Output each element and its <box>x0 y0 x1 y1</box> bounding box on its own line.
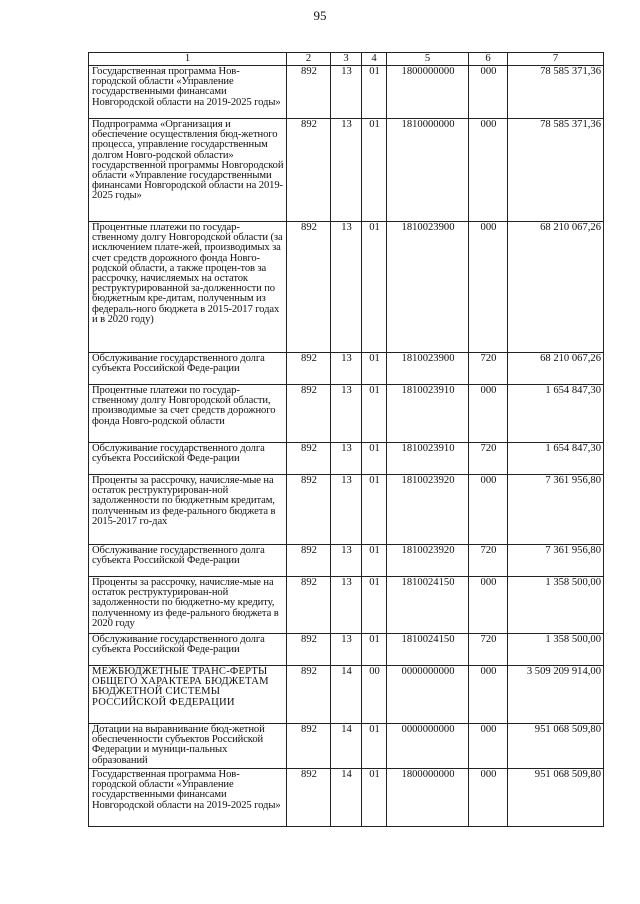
row-code-4-cell: 01 <box>362 385 387 443</box>
row-name-cell: МЕЖБЮДЖЕТНЫЕ ТРАНС-ФЕРТЫ ОБЩЕГО ХАРАКТЕРА БЮДЖЕТАМ БЮДЖЕТНОЙ СИСТЕМЫ РОССИЙСКОЙ ФЕДЕРАЦИИ <box>89 666 287 724</box>
row-code-6-cell: 720 <box>469 353 508 385</box>
table-row <box>89 475 604 545</box>
table-row <box>89 66 604 119</box>
table-row <box>89 119 604 222</box>
header-col-3: 3 <box>331 53 362 66</box>
row-name-cell: Государственная программа Нов-городской области «Управление государственными финансами Новгородской области на 2019-2025 годы» <box>89 66 287 119</box>
table-row <box>89 634 604 666</box>
row-code-4-cell: 00 <box>362 666 387 724</box>
row-code-3-cell: 14 <box>331 724 362 769</box>
row-amount-cell: 3 509 209 914,00 <box>508 666 604 724</box>
table-row <box>89 353 604 385</box>
row-code-3-cell: 13 <box>331 222 362 353</box>
row-code-5-cell: 1810023920 <box>387 545 469 577</box>
row-code-4-cell: 01 <box>362 119 387 222</box>
row-code-6-cell: 000 <box>469 769 508 827</box>
row-code-2-cell: 892 <box>287 119 331 222</box>
row-code-6-cell: 000 <box>469 222 508 353</box>
row-amount-cell: 7 361 956,80 <box>508 475 604 545</box>
row-code-4-cell: 01 <box>362 222 387 353</box>
table-row <box>89 545 604 577</box>
header-col-4: 4 <box>362 53 387 66</box>
row-code-5-cell: 1810024150 <box>387 577 469 634</box>
row-name-cell: Государственная программа Нов-городской области «Управление государственными финансами Новгородской области на 2019-2025 годы» <box>89 769 287 827</box>
row-code-5-cell: 1810023900 <box>387 222 469 353</box>
row-code-6-cell: 000 <box>469 475 508 545</box>
table-row <box>89 724 604 769</box>
row-amount-cell: 1 654 847,30 <box>508 385 604 443</box>
row-code-6-cell: 720 <box>469 634 508 666</box>
row-code-3-cell: 13 <box>331 577 362 634</box>
table-row <box>89 385 604 443</box>
row-code-6-cell: 000 <box>469 66 508 119</box>
row-amount-cell: 78 585 371,36 <box>508 66 604 119</box>
row-code-5-cell: 0000000000 <box>387 666 469 724</box>
row-code-2-cell: 892 <box>287 545 331 577</box>
row-code-5-cell: 1810023910 <box>387 443 469 475</box>
row-code-4-cell: 01 <box>362 545 387 577</box>
row-name-cell: Подпрограмма «Организация и обеспечение осуществления бюд-жетного процесса, управление государственным долгом Новго-родской области» государственной программы Новгородской области «Управление государственными финансами Новгородской области на 2019-2025 годы» <box>89 119 287 222</box>
row-code-5-cell: 1800000000 <box>387 66 469 119</box>
row-code-4-cell: 01 <box>362 724 387 769</box>
row-code-6-cell: 000 <box>469 385 508 443</box>
row-amount-cell: 951 068 509,80 <box>508 769 604 827</box>
row-name-cell: Обслуживание государственного долга субъекта Российской Феде-рации <box>89 353 287 385</box>
row-code-4-cell: 01 <box>362 475 387 545</box>
row-code-6-cell: 720 <box>469 545 508 577</box>
row-name-cell: Процентные платежи по государ-ственному долгу Новгородской области, производимые за счет средств дорожного фонда Новго-родской области <box>89 385 287 443</box>
row-code-4-cell: 01 <box>362 769 387 827</box>
row-code-5-cell: 0000000000 <box>387 724 469 769</box>
row-code-5-cell: 1810000000 <box>387 119 469 222</box>
row-name-cell: Дотации на выравнивание бюд-жетной обеспеченности субъектов Российской Федерации и муници-пальных образований <box>89 724 287 769</box>
row-code-6-cell: 000 <box>469 724 508 769</box>
header-col-5: 5 <box>387 53 469 66</box>
row-code-6-cell: 720 <box>469 443 508 475</box>
row-code-5-cell: 1810024150 <box>387 634 469 666</box>
row-code-6-cell: 000 <box>469 119 508 222</box>
row-code-3-cell: 13 <box>331 385 362 443</box>
header-col-2: 2 <box>287 53 331 66</box>
row-code-6-cell: 000 <box>469 666 508 724</box>
row-name-cell: Обслуживание государственного долга субъекта Российской Феде-рации <box>89 634 287 666</box>
row-code-3-cell: 14 <box>331 666 362 724</box>
row-code-3-cell: 14 <box>331 769 362 827</box>
row-code-4-cell: 01 <box>362 634 387 666</box>
row-code-2-cell: 892 <box>287 443 331 475</box>
row-code-3-cell: 13 <box>331 475 362 545</box>
table-row <box>89 769 604 827</box>
table-row <box>89 222 604 353</box>
row-code-2-cell: 892 <box>287 666 331 724</box>
row-code-2-cell: 892 <box>287 66 331 119</box>
row-code-4-cell: 01 <box>362 353 387 385</box>
row-code-2-cell: 892 <box>287 222 331 353</box>
row-code-5-cell: 1810023920 <box>387 475 469 545</box>
row-amount-cell: 1 358 500,00 <box>508 634 604 666</box>
row-amount-cell: 7 361 956,80 <box>508 545 604 577</box>
table-row <box>89 443 604 475</box>
row-amount-cell: 951 068 509,80 <box>508 724 604 769</box>
row-amount-cell: 78 585 371,36 <box>508 119 604 222</box>
row-amount-cell: 68 210 067,26 <box>508 353 604 385</box>
row-code-2-cell: 892 <box>287 475 331 545</box>
table-row <box>89 577 604 634</box>
row-amount-cell: 1 358 500,00 <box>508 577 604 634</box>
table-row <box>89 666 604 724</box>
row-amount-cell: 68 210 067,26 <box>508 222 604 353</box>
row-code-4-cell: 01 <box>362 577 387 634</box>
header-col-1: 1 <box>89 53 287 66</box>
row-code-3-cell: 13 <box>331 66 362 119</box>
row-name-cell: Проценты за рассрочку, начисляе-мые на остаток реструктурирован-ной задолженности по бюджетно-му кредиту, полученному из феде-рального бюджета в 2020 году <box>89 577 287 634</box>
row-code-4-cell: 01 <box>362 66 387 119</box>
row-code-4-cell: 01 <box>362 443 387 475</box>
row-code-3-cell: 13 <box>331 545 362 577</box>
page-number: 95 <box>313 8 327 23</box>
row-code-3-cell: 13 <box>331 634 362 666</box>
table-header-row <box>89 53 604 66</box>
row-code-5-cell: 1800000000 <box>387 769 469 827</box>
header-col-6: 6 <box>469 53 508 66</box>
row-code-2-cell: 892 <box>287 769 331 827</box>
row-name-cell: Обслуживание государственного долга субъекта Российской Феде-рации <box>89 545 287 577</box>
row-code-5-cell: 1810023900 <box>387 353 469 385</box>
row-name-cell: Процентные платежи по государ-ственному долгу Новгородской области (за исключением плате-жей, производимых за счет средств дорожного фонда Новго-родской области, а также процен-тов за рассрочку, начисляемых на остаток реструктурированной за-долженности по бюджетным кре-дитам, полученным из федераль-ного бюджета в 2015-2017 годах и в 2020 году) <box>89 222 287 353</box>
row-code-5-cell: 1810023910 <box>387 385 469 443</box>
row-amount-cell: 1 654 847,30 <box>508 443 604 475</box>
budget-table <box>88 52 604 827</box>
row-code-6-cell: 000 <box>469 577 508 634</box>
row-code-2-cell: 892 <box>287 385 331 443</box>
row-code-2-cell: 892 <box>287 724 331 769</box>
row-name-cell: Обслуживание государственного долга субъекта Российской Феде-рации <box>89 443 287 475</box>
row-code-2-cell: 892 <box>287 577 331 634</box>
row-code-2-cell: 892 <box>287 634 331 666</box>
row-name-cell: Проценты за рассрочку, начисляе-мые на остаток реструктурирован-ной задолженности по бюджетным кредитам, полученным из феде-рального бюджета в 2015-2017 го-дах <box>89 475 287 545</box>
row-code-2-cell: 892 <box>287 353 331 385</box>
row-code-3-cell: 13 <box>331 353 362 385</box>
row-code-3-cell: 13 <box>331 119 362 222</box>
row-code-3-cell: 13 <box>331 443 362 475</box>
header-col-7: 7 <box>508 53 604 66</box>
